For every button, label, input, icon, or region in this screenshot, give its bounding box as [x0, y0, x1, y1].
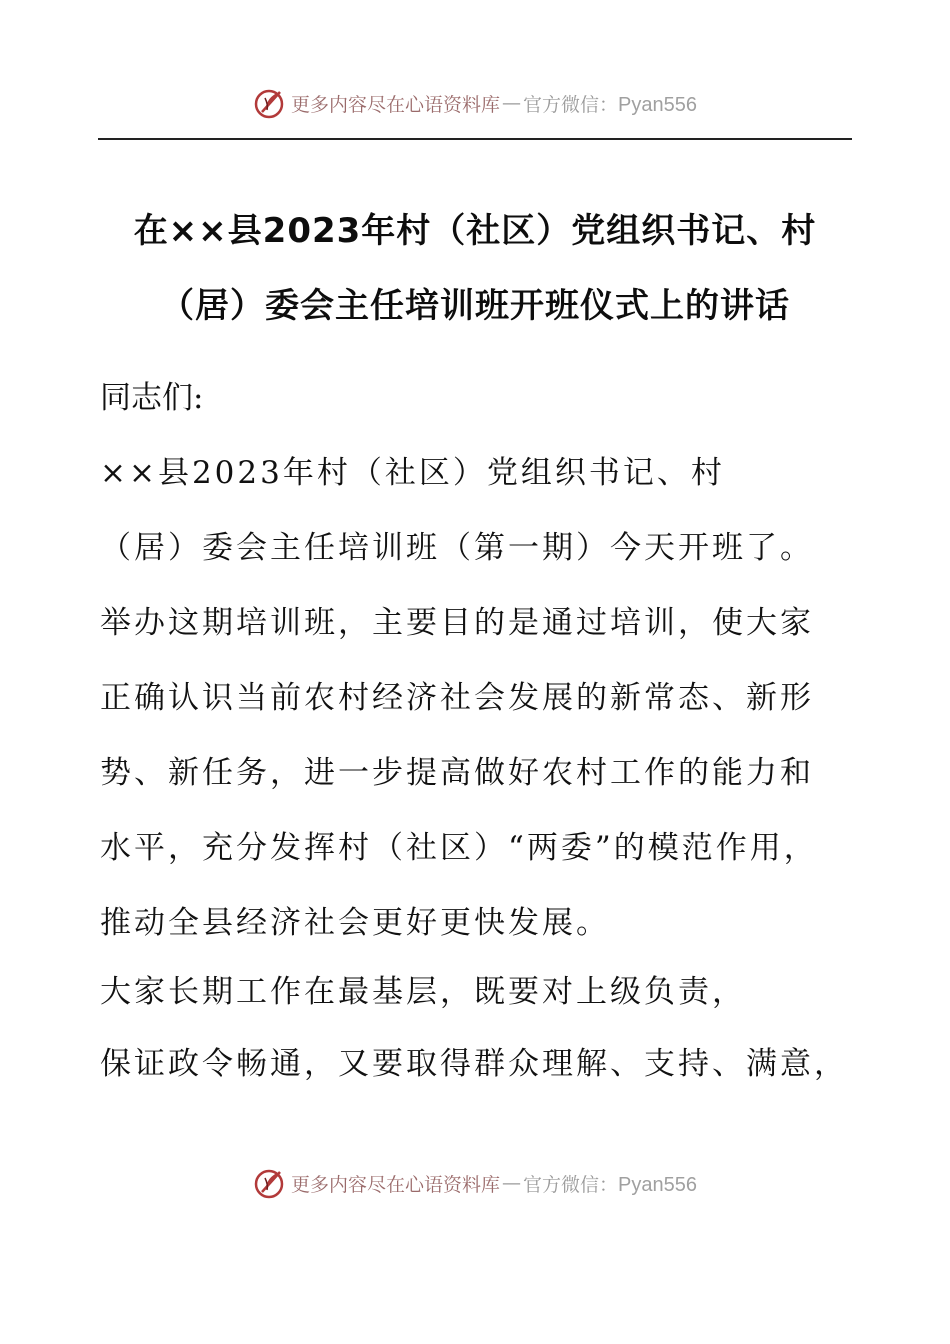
document-title-line-2: （居）委会主任培训班开班仪式上的讲话 — [160, 286, 790, 326]
document-title-line-1: 在××县2023年村（社区）党组织书记、村 — [133, 211, 817, 251]
banner-contact-id: Pyan556 — [618, 1173, 697, 1196]
body-line: （居）委会主任培训班（第一期）今天开班了。 — [100, 530, 814, 566]
quill-logo-icon — [253, 1166, 287, 1200]
body-line: 保证政令畅通，又要取得群众理解、支持、满意， — [100, 1046, 848, 1082]
body-line: 势、新任务，进一步提高做好农村工作的能力和 — [100, 755, 814, 791]
banner-contact-label: 官方微信： — [523, 1173, 619, 1196]
body-line: 水平，充分发挥村（社区）“两委”的模范作用， — [100, 830, 818, 866]
salutation: 同志们: — [100, 380, 204, 416]
banner-separator: — — [502, 92, 522, 114]
header-banner — [0, 83, 950, 123]
banner-brand-text: 更多内容尽在心语资料库 — [291, 1173, 501, 1196]
banner-contact — [523, 1170, 697, 1197]
header-divider — [98, 138, 852, 140]
banner-separator: — — [502, 1172, 522, 1194]
footer-banner — [0, 1163, 950, 1203]
banner-brand-text: 更多内容尽在心语资料库 — [291, 93, 501, 116]
body-line: 举办这期培训班，主要目的是通过培训，使大家 — [100, 605, 814, 641]
body-line: 正确认识当前农村经济社会发展的新常态、新形 — [100, 680, 814, 716]
body-line: 大家长期工作在最基层，既要对上级负责， — [100, 974, 746, 1010]
quill-logo-icon — [253, 86, 287, 120]
banner-contact-label: 官方微信： — [523, 93, 619, 116]
banner-contact — [523, 90, 697, 117]
banner-contact-id: Pyan556 — [618, 93, 697, 116]
body-line: ××县2023年村（社区）党组织书记、村 — [100, 455, 725, 491]
body-line: 推动全县经济社会更好更快发展。 — [100, 905, 610, 941]
